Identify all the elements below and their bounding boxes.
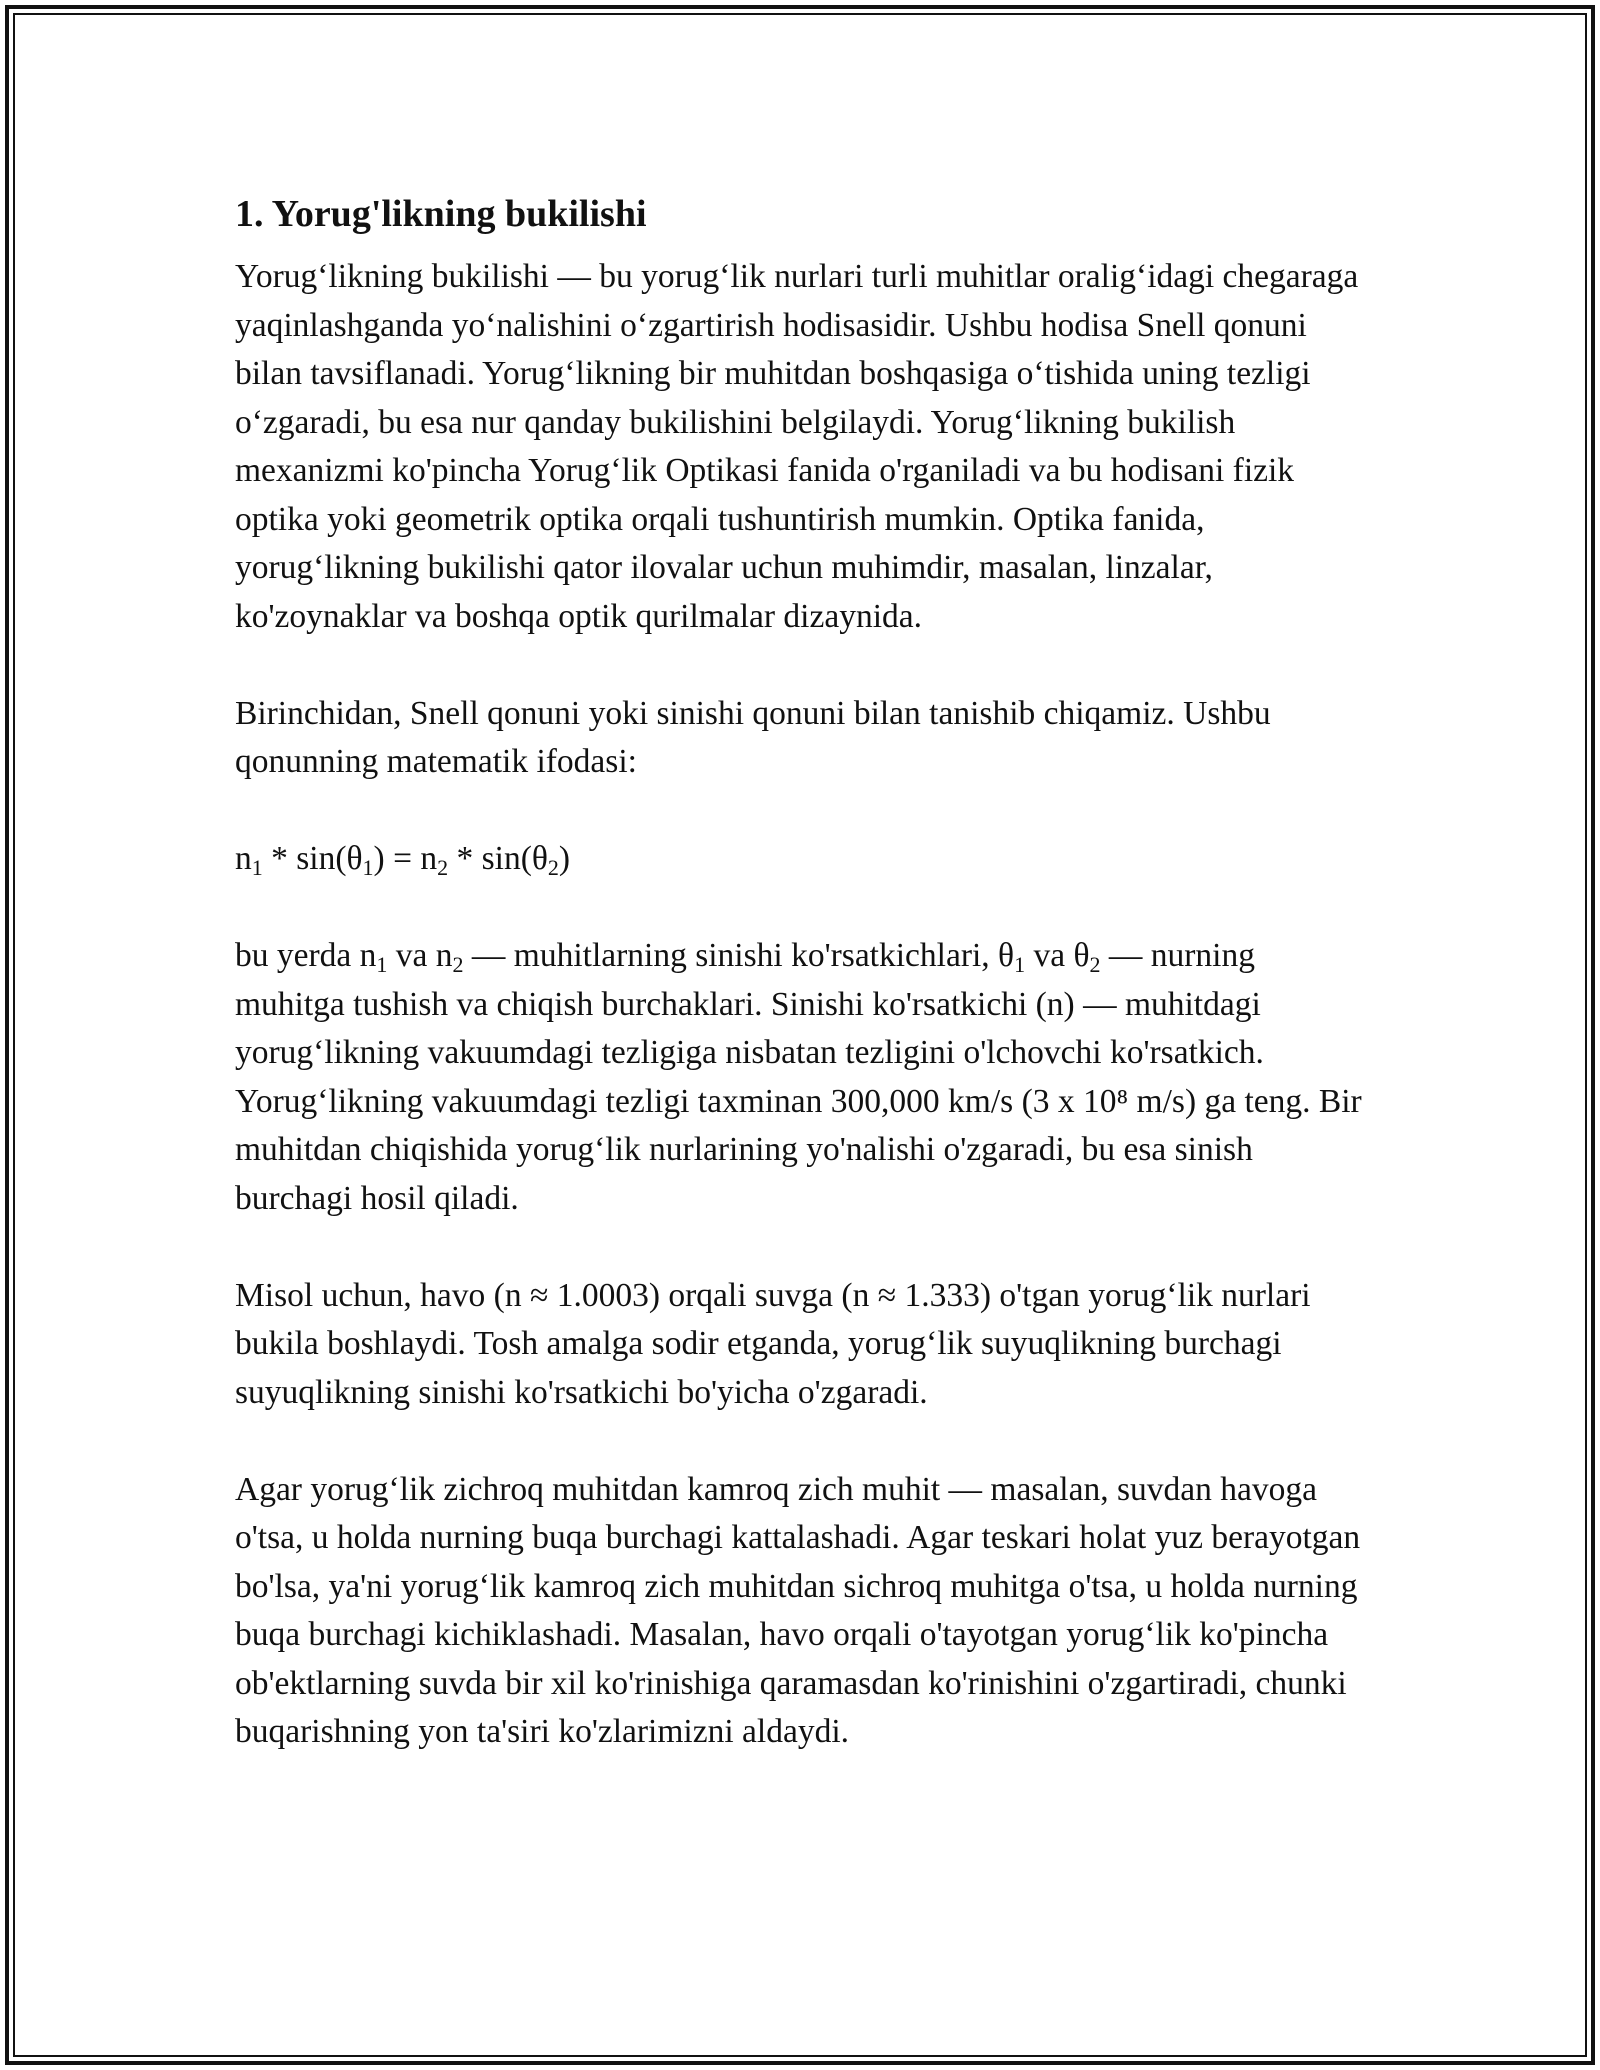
snell-formula: $n_1 * \sin(\theta_1) = n_2 * \sin(\theta_2)$ bbox=[235, 840, 571, 880]
paragraph-example: Misol uchun, havo (n ≈ 1.0003) orqali suvga (n ≈ 1.333) o'tgan yorug‘lik nurlari bukila boshlaydi. Tosh amalga sodir etganda, yorug‘lik suyuqlikning burchagi suyuqlikning sinishi ko'rsatkichi bo'yicha o'zgaradi. bbox=[235, 1276, 1311, 1411]
document-body bbox=[235, 185, 1365, 1805]
section-heading: 1. Yorug'likning bukilishi bbox=[235, 193, 647, 235]
paragraph-intro: Yorug‘likning bukilishi — bu yorug‘lik nurlari turli muhitlar oralig‘idagi chegaraga yaqinlashganda yo‘nalishini o‘zgartirish hodisasidir. Ushbu hodisa Snell qonuni bilan tavsiflanadi. Yorug‘likning bir muhitdan boshqasiga o‘tishida uning tezligi o‘zgaradi, bu esa nur qanday bukilishini belgilaydi. Yorug‘likning bukilish mexanizmi ko'pincha Yorug‘lik Optikasi fanida o'rganiladi va bu hodisani fizik optika yoki geometrik optika orqali tushuntirish mumkin. Optika fanida, yorug‘likning bukilishi qator ilovalar uchun muhimdir, masalan, linzalar, ko'zoynaklar va boshqa optik qurilmalar dizaynida. bbox=[235, 258, 1359, 635]
paragraph-variables: bu yerda $n_1$ va $n_2$ — muhitlarning sinishi ko'rsatkichlari, $\theta_1$ va $\theta_2$ — nurning muhitga tushish va chiqish burchaklari. Sinishi ko'rsatkichi (n) — muhitdagi yorug‘likning vakuumdagi tezligiga nisbatan tezligini o'lchovchi ko'rsatkich. Yorug‘likning vakuumdagi tezligi taxminan 300,000 km/s (3 x 10⁸ m/s) ga teng. Bir muhitdan chiqishida yorug‘lik nurlarining yo'nalishi o'zgaradi, bu esa sinish burchagi hosil qiladi. bbox=[235, 937, 1362, 1217]
formula-n1: n bbox=[235, 840, 252, 877]
formula-n2: n bbox=[420, 840, 438, 877]
paragraph-density: Agar yorug‘lik zichroq muhitdan kamroq zich muhit — masalan, suvdan havoga o'tsa, u holda nurning buqa burchagi kattalashadi. Agar teskari holat yuz berayotgan bo'lsa, ya'ni yorug‘lik kamroq zich muhitdan sichroq muhitga o'tsa, u holda nurning buqa burchagi kichiklashadi. Masalan, havo orqali o'tayotgan yorug‘lik ko'pincha ob'ektlarning suvda bir xil ko'rinishiga qaramasdan ko'rinishini o'zgartiradi, chunki buqarishning yon ta'siri ko'zlarimizni aldaydi. bbox=[235, 1470, 1361, 1750]
paragraph-snell-intro: Birinchidan, Snell qonuni yoki sinishi qonuni bilan tanishib chiqamiz. Ushbu qonunning matematik ifodasi: bbox=[235, 694, 1271, 780]
